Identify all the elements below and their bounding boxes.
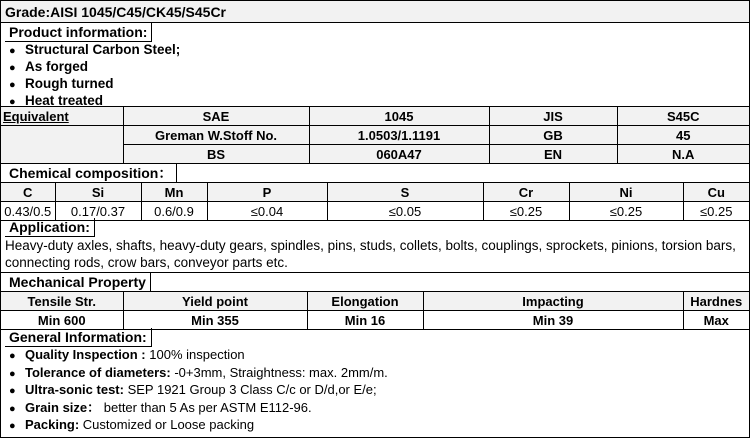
mechanical-header-cell: Impacting — [423, 292, 683, 311]
mechanical-table — [1, 291, 749, 330]
mechanical-heading: Mechanical Property — [5, 273, 151, 292]
bullet-icon: ● — [9, 420, 16, 432]
equivalent-cell: GB — [489, 126, 617, 145]
mechanical-value-cell: Min 600 — [1, 311, 123, 330]
general-info-item: ● Grain size： better than 5 As per ASTM E112-96. — [1, 399, 749, 417]
chemical-value-cell: ≤0.25 — [483, 202, 569, 221]
bullet-icon: ● — [9, 367, 16, 380]
general-info-section — [1, 328, 749, 438]
mechanical-header-cell: Hardnes — [683, 292, 749, 311]
general-info-item: ● Packing: Customized or Loose packing — [1, 416, 749, 434]
application-text: Heavy-duty axles, shafts, heavy-duty gears, spindles, pins, studs, collets, bolts, couplings, sprockets, pinions, torsion bars, connecting rods, crow bars, conveyor parts etc. — [5, 238, 736, 270]
equivalent-cell: 45 — [617, 126, 749, 145]
chemical-value-cell: ≤0.04 — [207, 202, 327, 221]
chemical-header-row — [1, 183, 749, 202]
chemical-header-cell: Mn — [141, 183, 207, 202]
bullet-icon: ● — [9, 402, 16, 415]
bullet-icon: ● — [9, 96, 16, 108]
equivalent-table — [1, 106, 749, 164]
equivalent-cell: BS — [123, 145, 309, 164]
product-info-item: ● Structural Carbon Steel; — [1, 41, 749, 58]
chemical-section — [1, 164, 749, 182]
application-section — [1, 218, 749, 273]
mechanical-value-cell: Min 16 — [307, 311, 423, 330]
chemical-value-cell: ≤0.05 — [327, 202, 483, 221]
equivalent-cell: 1.0503/1.1191 — [309, 126, 489, 145]
equivalent-cell: SAE — [123, 107, 309, 126]
chemical-header-cell: Ni — [569, 183, 683, 202]
chemical-header-cell: C — [1, 183, 55, 202]
bullet-icon: ● — [9, 79, 16, 91]
product-info-item: ● Heat treated — [1, 92, 749, 109]
grade-value: AISI 1045/C45/CK45/S45Cr — [50, 4, 226, 20]
mechanical-value-row — [1, 311, 749, 330]
chemical-header-cell: S — [327, 183, 483, 202]
general-info-item: ● Tolerance of diameters: -0+3mm, Straightness: max. 2mm/m. — [1, 364, 749, 382]
mechanical-header-cell: Yield point — [123, 292, 307, 311]
product-info-item: ● As forged — [1, 58, 749, 75]
mechanical-header-cell: Tensile Str. — [1, 292, 123, 311]
equivalent-heading: Equivalent — [1, 107, 123, 126]
chemical-value-cell: 0.43/0.5 — [1, 202, 55, 221]
bullet-icon: ● — [9, 385, 16, 397]
chemical-header-cell: Cr — [483, 183, 569, 202]
application-heading: Application: — [5, 218, 95, 237]
grade-label: Grade: — [5, 4, 51, 20]
equivalent-cell: Greman W.Stoff No. — [123, 126, 309, 145]
general-info-item: ● Ultra-sonic test: SEP 1921 Group 3 Class C/c or D/d,or E/e; — [1, 381, 749, 399]
mechanical-header-cell: Elongation — [307, 292, 423, 311]
bullet-icon: ● — [9, 62, 16, 74]
grade-title — [1, 1, 749, 23]
mechanical-header-row — [1, 292, 749, 311]
product-info-section — [1, 23, 749, 106]
bullet-icon: ● — [9, 45, 16, 57]
general-info-item: ● Quality Inspection : 100% inspection — [1, 346, 749, 364]
chemical-heading: Chemical composition： — [5, 164, 177, 183]
chemical-value-cell: ≤0.25 — [683, 202, 749, 221]
chemical-header-cell: Cu — [683, 183, 749, 202]
equivalent-cell: EN — [489, 145, 617, 164]
equivalent-cell: JIS — [489, 107, 617, 126]
equivalent-cell: S45C — [617, 107, 749, 126]
chemical-header-cell: Si — [55, 183, 141, 202]
chemical-value-cell: ≤0.25 — [569, 202, 683, 221]
chemical-header-cell: P — [207, 183, 327, 202]
bullet-icon: ● — [9, 350, 16, 362]
chemical-value-cell: 0.6/0.9 — [141, 202, 207, 221]
chemical-value-cell: 0.17/0.37 — [55, 202, 141, 221]
product-info-item: ● Rough turned — [1, 75, 749, 92]
equivalent-cell: N.A — [617, 145, 749, 164]
general-info-heading: General Information: — [5, 328, 152, 347]
mechanical-value-cell: Min 355 — [123, 311, 307, 330]
mechanical-value-cell: Max — [683, 311, 749, 330]
equivalent-cell: 1045 — [309, 107, 489, 126]
mechanical-section — [1, 273, 749, 291]
chemical-table — [1, 182, 749, 221]
product-info-heading: Product information: — [5, 23, 152, 42]
mechanical-value-cell: Min 39 — [423, 311, 683, 330]
equivalent-cell: 060A47 — [309, 145, 489, 164]
